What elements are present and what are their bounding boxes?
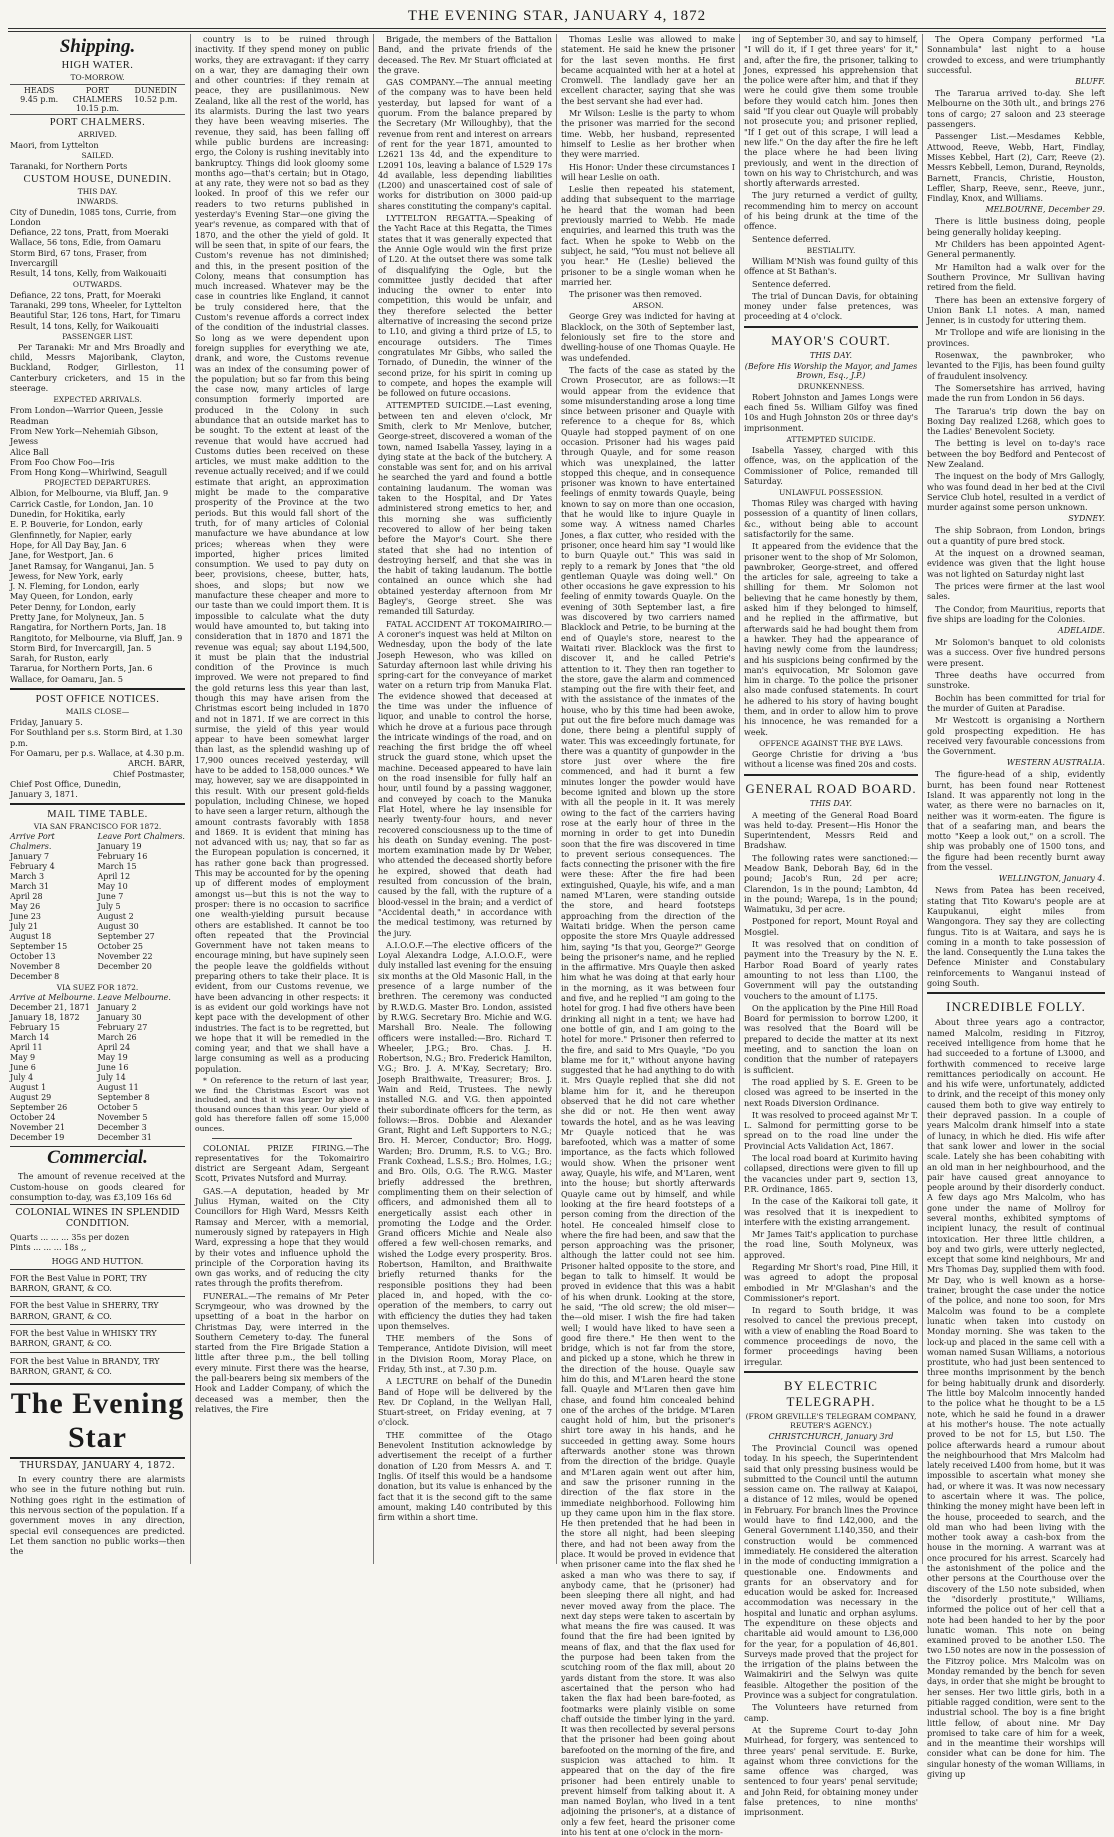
melbourne-dateline: MELBOURNE, December 29. xyxy=(985,205,1105,215)
sailed-text: Taranaki, for Northern Ports xyxy=(10,161,128,172)
mayors-before: (Before His Worship the Mayor, and James Brown, Esq., J.P.) xyxy=(744,361,918,380)
road-board-p2: The following rates were sanctioned:—Meadow Bank, Deborah Bay, 6d in the pound; Jacob's Run, 2d per acre; Clarendon, 1s in the pound; Lambton, 4d in the pound; Warepa, 1s in the pound; Waimatuku, 3d per acre. xyxy=(744,852,918,915)
bluff-dateline: BLUFF. xyxy=(1075,77,1105,87)
column-2 xyxy=(195,34,369,1564)
sailed-label: SAILED. xyxy=(81,151,114,161)
wa-p1: The figure-head of a ship, evidently burnt, has been found near Rottenest Island. It was apparently not long in the water, as there were no barnacles on it, neither was it worm-eaten. The figure is that of a seafaring man, and bears the motto "Keep a look out," on a scroll. The ship was probably one of 1500 tons, and the figure had been recently burnt away from the vessel. xyxy=(927,769,1105,873)
folly-heading: INCREDIBLE FOLLY. xyxy=(946,999,1086,1015)
outwards-text: Defiance, 22 tons, Pratt, for Moeraki Taranaki, 299 tons, Wheeler, for Lyttelton Beautiful Star, 126 tons, Hart, for Timaru Result, 14 tons, Kelly, for Waikouaiti xyxy=(10,289,182,331)
melb-p5: Mr Trollope and wife are lionising in the provinces. xyxy=(927,327,1105,348)
wel-p1: News from Patea has been received, stating that Tito Kowaru's people are at Kaupukanui, eight miles from Wangongora. They say they are collecting fungus. Tito is at Waitara, and says he is coming in a month to take possession of the land. Consequently the Luna takes the Defence Minister and Constabulary reinforcements to Wanganui instead of going South. xyxy=(927,885,1105,989)
melb-p10: The inquest on the body of Mrs Gallogly, who was found dead in her bed at the Civil Service Club hotel, resulted in a verdict of murder against some person unknown. xyxy=(927,471,1105,513)
hogg-hutton: HOGG AND HUTTON. xyxy=(51,1255,144,1266)
suicide-item: ATTEMPTED SUICIDE.—Last evening, between ten and eleven o'clock, Mr Smith, clerk to Mr Menlove, butcher, George-street, discovered a woman of the town, named Isabella Yassey, laying in a dying state at the back of the butchery. A constable was sent for, and on his arrival he searched the yard and found a bottle containing laudanum. The woman was taken to the Hospital, and Dr Yates administered strong emetics to her, and this morning she was sufficiently recovered to allow of her being taken before the Mayor's Court. She there stated that she had no intention of destroying herself, and that she was in the habit of taking laudanum. The bottle contained an ounce which she had obtained yesterday afternoon from Mr Bagley's, George street. She was remanded till Saturday. xyxy=(378,400,552,617)
expected-label: EXPECTED ARRIVALS. xyxy=(53,395,142,405)
port-chalmers-heading: PORT CHALMERS. xyxy=(49,117,146,128)
accident-item: FATAL ACCIDENT AT TOKOMAIRIRO.—A coroner's inquest was held at Milton on Wednesday, upon the body of the late Joseph Heweson, who was killed on Saturday afternoon last while driving his spring-cart for the conveyance of market water on a return trip from Manuka Flat. The evidence showed that deceased at the time was under the influence of liquor, and unable to control the horse, which he drove at a furious pace through the intricate windings of the road, and on reaching the first bridge the off wheel struck the guard stone, which upset the machine. Deceased appeared to have lain on the road insensible for fully half an hour, until found by a passing waggoner, and conveyed by coach to the Manuka Flat Hotel, where he lay insensible for nearly twenty-four hours, and never recovered consciousness up to the time of his death on Sunday evening. The post-mortem examination made by Dr Weber, who attended the deceased shortly before he expired, showed that death had resulted from concussion of the brain, caused by the fall, with the rupture of a blood-vessel in the brain; and a verdict of "Accidental death," in accordance with the medical testimony, was returned by the jury. xyxy=(378,618,552,938)
editorial-body: country is to be ruined through inactivity. If they spend money on public works, they are extravagant: if they carry on a war, they are damaging their own and other countries: if they remain at peace, they are pusillanimous. New Zealand, like all the rest of the world, has its alarmists. During the last two years they have been weaving miseries. The revenue, they said, has been falling off while public burdens are increasing: ergo, the Colony is rushing inevitably into bankruptcy. Things did look gloomy some months ago—that's certain; but in Otago, at any rate, they were not so bad as they looked. In proof of this we refer our readers to two returns published in yesterday's Evening Star—one giving the year's revenue, as compared with that of 1870, and the other the yield of gold. It will be seen that, in spite of our fears, the Custom's revenue has not diminished; and this, in the present position of the Colony, means that consumption has much increased. Whatever may be the case in countries like England, it cannot be truly considered here, that the Custom's revenue affords a correct index of the condition of the industrial classes. So long as we were dependent upon foreign supplies for everything we ate, drank, and wore, the Customs revenue was an index of the consuming power of the population; but so far from this being the case now, many articles of large consumption formerly imported are produced in the Colony in such abundance that an outside market has to be sought. To the extent at least of the revenue that would have accrued had Customs duties been received on these articles, we must make addition to the revenue actually received; and if we could estimate that aright, an approximation might be made to the comparative prosperity of the Province at the two periods. But this would fall short of the truth, for of many articles of Colonial manufacture we have abundance at low prices; whereas when they were imported, higher prices limited consumption. We used to pay duty on beer, provisions, cheese, butter, hats, shoes, and slops; but now we manufacture these cheaper and more to our taste than we could import them. It is impossible to calculate what the duty would have amounted to, but taking into consideration that in 1870 and 1871 the revenue was equal; say about L194,500, it must be plain that the industrial condition of the Province is much improved. We were not prepared to find the gold returns less this year than last, though this may have arisen from the Christmas escort being included in 1870 and not in 1871. If we are correct in this surmise, the yield of this year would appear to have been somewhat larger than last, as the splendid washing up of 17,900 ounces received yesterday, will have to be added to 158,000 ounces.* We may, however, say we are disappointed in this result. With our present gold-fields population, including Chinese, we hoped to have seen a larger return, although the amount contrasts favorably with 1858 and 1869. It is evident that mining has not advanced with us; nay, that so far as the European population is concerned, it has rather gone back than progressed. This may be accounted for by the opening up of different modes of employment amongst us—but this is not the way to prosper: there is no occasion to sacrifice one wealth-yielding pursuit because others are established. It cannot be too often repeated that the Provincial Government have not taken means to encourage mining, but have supinely seen the people leave the goldfields without preparing others to take their place. It is evident, from our Customs revenue, we have been advancing in other respects: it is as evident our gold workings have not kept pace with the development of other industries. The fact is to be regretted, but we hope that it will be remedied in the coming year, and that we shall have a large consuming as well as a producing population. xyxy=(195,34,369,1074)
adl-p3: Bochin has been committed for trial for the murder of Guiten at Paradise. xyxy=(927,692,1105,713)
postmaster-place: Chief Post Office, Dunedin, January 3, 1871. xyxy=(10,778,122,800)
editorial-footnote: * On reference to the return of last year, we find the Christmas Escort was not included, and that it was larger by above a thousand ounces than this year. Our yield of gold has therefore fallen off some 15,000 ounces. xyxy=(195,1075,369,1133)
aioof-item: A.I.O.O.F.—The elective officers of the Loyal Alexandra Lodge, A.I.O.O.F., were duly installed last evening for the ensuing six months at the Old Masonic Hall, in the presence of a large number of the brethren. The ceremony was conducted by R.W.D.G. Master Bro. London, assisted by R.W.G. Secretary Bro. Michie and W.G. Marshall Bro. Neale. The following officers were installed:—Bro. Richard T. Wheeler, J.P.G.; Bro. Chas. J. H. Robertson, N.G.; Bro. Frederick Hamilton, V.G.; Bro. J. A. M'Kay, Secretary; Bro. Joseph Braithwaite, Treasurer; Bros. J. Wain and Reid, Trustees. The newly installed N.G. and V.G. then appointed their subordinate officers for the term, as follows:—Bros. Dobbie and Alexander Grant, Right and Left Supporters to N.G.; Bro. H. Mercer, Conductor; Bro. Hogg, Warden; Bro. Drumm, R.S. to V.G.; Bro. Frank Coxhead, L.S.S.; Bro. Holmes, I.G.; and Bro. Oils, O.G. The R.W.G. Master briefly addressed the brethren, complimenting them on their selection of officers, and admonished them all to energetically assist each other in promoting the Lodge and the Order. Grand officers Michie and Neale also offered a few well-chosen remarks, and wished the Lodge every prosperity. Bros. Robertson, Hamilton, and Braithwaite briefly returned thanks for the responsible positions they had been placed in, and hoped, with the co-operation of the members, to carry out with efficiency the duties they had taken upon themselves. xyxy=(378,939,552,1331)
suez-head-left: Arrive at Melbourne. xyxy=(10,993,96,1003)
road-board-p5: On the application by the Pine Hill Road Board for permission to borrow L200, it was resolved that the Board will be prepared to decide the matter at its next meeting, and to sanction the loan on condition that the number of ratepayers is sufficient. xyxy=(744,1002,918,1075)
arson-para-2: The facts of the case as stated by the Crown Prosecutor, are as follows:—It would appear from the evidence that some misunderstanding arose a long time since between prisoner and Quayle with reference to a cheque for 8s, which Quayle had stopped payment of on one occasion. Prisoner had his wages paid through Quayle, and for some reason which was unexplained, the latter stopped this cheque, and in consequence prisoner was known to have entertained feelings of enmity towards Quayle, being known to say on more than one occasion, that he would like to injure Quayle in some way. A witness named Charles Jones, a flax cutter, who resided with the prisoner, once heard him say "I would like to burn Quayle out." This was said in reply to a remark by Jones that "the old gentleman Quayle was doing well." On other occasions he gave expression to his feeling of enmity towards Quayle. On the evening of 30th September last, a fire was discovered by two carriers named Blacklock and Petrie, to be burning at the end of Quayle's store, nearest to the Waitati river. Blacklock was the first to discover it, and he called Petrie's attention to it. They then ran together to the store, gave the alarm and commenced stamping out the fire with their feet, and with the assistance of the inmates of the house, who by this time had been awoke, put out the fire before much damage was done, there being a plentiful supply of water. This was exceedingly fortunate, for there was a quantity of gunpowder in the store just over where the fire commenced, and had it burnt a few minutes longer the powder would have become ignited and blown up the store with all the people in it. It was merely owing to the fact of the carriers having rose at the early hour of three in the morning in order to get into Dunedin soon that the fire was discovered in time to prevent serious consequences. The facts connecting the prisoner with the fire were these: After the fire had been extinguished, Quayle, his wife, and a man named M'Laren, were standing outside the store, and heard footsteps approaching from the direction of the Waitati bridge. When the person came opposite the store Mrs Quayle addressed him, saying "Is that you, George?" George being the prisoner's name, and he replied in the affirmative. Mrs Quayle then asked him what he was doing at that early hour in the morning, as it was between four and five, and he replied "I am going to the hotel for grog. I had five others have been drinking all night in a tent; we have had one bottle of gin, and I am going to the hotel for more." Prisoner then referred to the fire, and said to Mrs Quayle, "Do you blame me for it," without anyone having suggested that he had anything to do with it. Mrs Quayle replied that she did not blame him for it, and he thereupon observed that he did not care whether she did or not. He then went away towards the hotel, and as he was leaving Mr Quayle noticed that he was barefooted, which was a matter of some importance, as the facts which followed would show. When the prisoner went away, Quayle, his wife, and M'Laren, went into the house; but shortly afterwards Quayle came out by himself, and while looking at the fire heard footsteps of a person coming from the direction of the hotel. He concealed himself close to where the fire had been, and saw that the person approaching was the prisoner, although the latter could not see him. Prisoner halted opposite to the store, and began to talk to himself. It would be proved in evidence that this was a habit of his when drunk. Looking at the store, he said, "The old screw; the old miser—the—old miser. I wish the fire had taken well; I would have liked to have seen a good fire there." He then went to the bridge, which is not far from the store, and picked up a stone, which he threw in the direction of the house. Quayle saw him do this, and M'Laren heard the stone fall. Quayle and M'Laren then gave him chase, and found him concealed behind one of the arches of the bridge. M'Laren caught hold of him, but the prisoner's shirt tore away in his hands, and he succeeded in getting away. Some hours afterwards another stone was thrown from the direction of the bridge. Quayle and M'Laren again went out after him, and saw the prisoner running in the direction of the flax store in the immediate neighborhood. Following him up they came upon him in the flax store. He then pretended that he had been in the store all night, had been sleeping there, and had not been away from the place. It would be proved in evidence that when prisoner came into the flax shed he asked a man who was there to say, if anybody came, that he (prisoner) had been sleeping there all night, and had never moved away from the place. The next day steps were taken to ascertain by what means the fire was caused. It was found that the fire had been ignited by means of flax, and that the flax used for the purpose had been taken from the scutching room of the flax mill, about 20 yards distant from the store. It was also ascertained that the person who had taken the flax had been bare-footed, as footmarks were plainly visible on some chaff outside the timber lying in the yard. It was then recollected by several persons that the prisoner had been going about barefooted on the morning of the fire, and suspicion was attached to him. It appeared that on the day of the fire prisoner had been entirely unable to prevent himself from talking about it. A man named Boylan, who lived in a tent adjoining the prisoner's, at a distance of only a few feet, heard the prisoner come into his tent at one o'clock in the morn- xyxy=(561,364,735,1837)
projected-label: PROJECTED DEPARTURES. xyxy=(44,478,151,488)
column-4 xyxy=(561,34,735,1837)
syd-p4: The Condor, from Mauritius, reports that five ships are loading for the Colonies. xyxy=(927,603,1105,624)
syd-p1: The ship Sobraon, from London, brings out a quantity of pure bred stock. xyxy=(927,525,1105,546)
court-para-3: His Honor: Under these circumstances I will hear Leslie on oath. xyxy=(561,161,735,182)
funeral-item: FUNERAL.—The remains of Mr Peter Scrymgeour, who was drowned by the upsetting of a boat in the harbor on Christmas Day, were interred in the Southern Cemetery to-day. The funeral started from the Fire Brigade Station a little after three p.m., the bell tolling every minute. First there was the hearse, the pall-bearers being six members of the Hook and Ladder Company, of which the deceased was a member, then the relatives, the Fire xyxy=(195,1290,369,1414)
sentence-deferred-2: Sentence deferred. xyxy=(752,278,831,289)
bye-laws-heading: OFFENCE AGAINST THE BYE LAWS. xyxy=(759,738,903,748)
adl-p1: Mr Solomon's banquet to old colonists was a success. Over five hundred persons were present. xyxy=(927,637,1105,668)
shipping-heading: Shipping. xyxy=(59,36,136,57)
expected-text: From London—Warrior Queen, Jessie Readman From New York—Nehemiah Gibson, Jewess Alice Ball From Foo Chow Foo—Iris From Hong Kong—Whirlwind, Seagull xyxy=(10,405,168,478)
folly-text: About three years ago a contractor, named Malcolm, residing in Fitzroy, received intelligence from home that he had succeeded to a fortune of L3000, and forthwith commenced to receive large remittances periodically on account. He and his wife were, unfortunately, addicted to drink, and the receipt of this money only caused them both to give way entirely to their depraved passion. In a couple of years Malcolm drank himself into a state of lunacy, in which he died. His wife after that sank lower and lower in the social scale. Lately she has been cohabiting with an old man in her neighbourhood, and the pair have caused great annoyance to people around by their disorderly conduct. A few days ago Mrs Malcolm, who has gone under the name of Mollroy for several months, exhibited symptoms of incipient lunacy, the result of continual intoxication. Her three little children, a boy and two girls, were utterly neglected, except that some kind neighbours, Mr and Mrs Thomas Day, supplied them with food. Mr Day, who is well known as a horse-trainer, brought the case under the notice of the police, and none too soon, for Mrs Malcolm was found to be a complete lunatic when taken into custody on Monday morning. She was taken to the lock-up and placed in the same cell with a woman named Susan Williams, a notorious prostitute, who had just been sentenced to three months imprisonment by the bench for being habitually drunk and disorderly. The little boy Malcolm innocently handed to the police what he thought to be a L5 note, which he said he found in a drawer at his mother's house. The note actually proved to be not for L5, but L50. The police afterwards heard a rumour about the neighbourhood that Mrs Malcolm had lately received L400 from home, but it was impossible to ascertain what money she had, or where it was. It was now necessary to ascertain where it was. The police, thinking the money might have been left in the house, proceeded to search, and the old man who had been living with the mother took away a cash-box from the house in the morning. A warrant was at once procured for his arrest. Scarcely had the astonishment of the police and the other persons at the Courthouse over the discovery of the L50 note subsided, when the "disorderly prostitute," Williams, informed the police out of her cell that a note had been handed to her by the poor lunatic woman. This note on being examined proved to be another L50. The two L50 notes are now in the possession of the Fitzroy police. Mrs Malcolm was on Monday remanded by the bench for seven days, in order that she might be brought to her senses. Her two little girls, both in a pitiable ragged condition, were sent to the industrial school. The boy is a fine bright little fellow, of about nine. Mr Day promised to take care of him for a week, and in the meantime their worships will consider what can be done for him. The singular honesty of the woman Williams, in giving up xyxy=(927,1017,1105,1780)
mails-text: Friday, January 5. For Southland per s.s. Storm Bird, at 1.30 p.m. For Oamaru, per p.s. Wallace, at 4.30 p.m. xyxy=(10,717,185,758)
adl-p2: Three deaths have occurred from sunstroke. xyxy=(927,670,1105,691)
benevolent-item: THE committee of the Otago Benevolent Institution acknowledge by advertisement the receipt of a further donation of L20 from Messrs A. and T. Inglis. Of itself this would be a handsome donation, but its value is enhanced by the fact that it is the second gift to the same amount, making L40 contributed by this firm within a short time. xyxy=(378,1429,552,1523)
projected-text: Albion, for Melbourne, via Bluff, Jan. 9 Carrick Castle, for London, Jan. 10 Dunedin, for Hokitika, early E. P. Bouverie, for London, early Glenfinnetly, for Napier, early Hope, for All Day Bay, Jan. 6 Jane, for Westport, Jan. 6 Janet Ramsay, for Wanganui, Jan. 5 Jewess, for New York, early J. N. Fleming, for London, early May Queen, for London, early Peter Denny, for London, early Pretty Jane, for Molyneux, Jan. 5 Rangatira, for Northern Ports, Jan. 18 Rangitoto, for Melbourne, via Bluff, Jan. 9 Storm Bird, for Invercargill, Jan. 5 Sarah, for Ruston, early Tararua, for Northern Ports, Jan. 6 Wallace, for Oamaru, Jan. 5 xyxy=(10,488,183,684)
outwards-label: OUTWARDS. xyxy=(72,279,123,289)
evening-star-nameplate: The Evening Star xyxy=(10,1383,185,1459)
divider xyxy=(212,1138,351,1139)
sydney-dateline: SYDNEY. xyxy=(1068,514,1105,524)
unlawful-heading: UNLAWFUL POSSESSION. xyxy=(778,488,884,498)
suez-right-dates: January 2 January 30 February 27 March 26 April 24 May 19 June 16 July 14 August 11 September 8 October 5 November 5 December 3 December 31 xyxy=(97,1003,152,1143)
column-divider xyxy=(556,34,557,1564)
arrived-label: ARRIVED. xyxy=(78,130,117,139)
bluff-p2: Passenger List.—Mesdames Kebble, Attwood, Reeve, Webb, Hart, Findlay, Misses Kebbel, Hart (2), Carr, Reeve (2). Messrs Kebbell, Lemon, Durand, Reynolds, Barnett, Francis, Christie, Houston, Leffler, Sharp, Reeve, senr., Reeve, junr., Findlay, Knox, and Williams. xyxy=(927,131,1105,204)
suicide-heading: ATTEMPTED SUICIDE. xyxy=(786,434,876,444)
postmaster-title: Chief Postmaster, xyxy=(113,768,185,779)
melb-p4: There has been an extensive forgery of Union Bank L1 notes. A man, named Jenner, is in custody for uttering them. xyxy=(927,294,1105,326)
divider xyxy=(744,326,918,328)
melb-p6: Rosenwax, the pawnbroker, who levanted to the Fijis, has been found guilty of fraudulent insolvency. xyxy=(927,350,1105,381)
drunkenness-heading: DRUNKENNESS. xyxy=(797,381,865,391)
suez-head-right: Leave Melbourne. xyxy=(97,993,171,1003)
regatta-item: LYTTELTON REGATTA.—Speaking of the Yacht Race at this Regatta, the Times states that it was generally expected that the Annie Ogle would win the first prize of L20. At the outset there was some talk of disqualifying the Ogle, but the committee justly decided that after inducing the owner to enter into competition, this would be unfair, and they therefore selected the better alternative of increasing the second prize to L10, and giving a third prize of L5, to encourage outsiders. The Times congratulates Mr Gibbs, who sailed the Tornado, of Dunedin, the winner of the second prize, for his spirit in coming up to compete, and hopes the example will be followed on future occasions. xyxy=(378,213,552,399)
column-1 xyxy=(10,34,185,1564)
road-board-p4: It was resolved that on condition of payment into the Treasury by the N. E. Harbor Road Board of yearly rates amounting to not less than L100, the Government will pay the outstanding vouchers to the amount of L175. xyxy=(744,939,918,1001)
divider xyxy=(744,1371,918,1373)
column-divider xyxy=(739,34,740,1564)
unlawful-text-2: It appeared from the evidence that the prisoner went to the shop of Mr Solomon, pawnbroker, George-street, and offered the articles for sale, agreeing to take a shilling for them. Mr Solomon not believing that he came honestly by them, asked him if they belonged to himself, and he replied in the affirmative, but afterwards said he had bought them from a hawker. They had the appearance of having newly come from the laundress; and his suspicions being confirmed by the man's equivocation, Mr Solomon gave him in charge. To the police the prisoner also made confused statements. In court he adhered to his story of having bought them, and in order to allow him to prove his innocence, he was remanded for a week. xyxy=(744,541,918,737)
road-board-p12: In regard to South bridge, it was resolved to cancel the previous precept, with a view of enabling the Road Board to commence proceedings de novo, the former proceedings having been irregular. xyxy=(744,1305,918,1367)
via-sf-label: VIA SAN FRANCISCO FOR 1872. xyxy=(33,822,162,832)
wines-advert xyxy=(10,1204,185,1268)
syd-p2: At the inquest on a drowned seaman, evidence was given that the light house was not lighted on Saturday night last xyxy=(927,548,1105,579)
arson-continued: ing of September 30, and say to himself, "I will do it, if I get three years' for it," and, after the fire, the prisoner, talking to Jones, expressed his apprehension that the police were after him, and that if they were he could give them some trouble before they would catch him. Jones then said "If you clear out Quayle will probably not prosecute you; and prisoner replied, "If I get out of this scrape, I will lead a new life." On the day after the fire he left the place where he had been living previously, and went in the direction of town on his way to Christchurch, and was shortly afterwards arrested. xyxy=(744,34,918,189)
syd-p3: The prices were firmer at the last wool sales. xyxy=(927,580,1105,602)
court-para-1: Thomas Leslie was allowed to make statement. He said he knew the prisoner for the last seven months. He first became acquainted with her at a hotel at Cromwell. The landlady gave her an excellent character, saying that she was the best servant she had ever had. xyxy=(561,34,735,106)
temperance-item: THE members of the Sons of Temperance, Antidote Division, will meet in the Division Room, Moray Place, on Friday, 5th inst., at 7.30 p.m. xyxy=(378,1333,552,1374)
sf-head-right: Leave Port Chalmers. xyxy=(97,832,185,842)
wines-prices: Quarts ... ... ... 35s per dozen Pints ... ... ... 18s ,, xyxy=(10,1231,130,1253)
road-board-this-day: THIS DAY. xyxy=(809,798,853,808)
adelaide-dateline: ADELAIDE. xyxy=(1057,626,1105,636)
passenger-list-label: PASSENGER LIST. xyxy=(62,331,133,341)
divider xyxy=(10,688,185,690)
drunkenness-text: Robert Johnston and James Longs were each fined 5s. William Gilfoy was fined 10s and Hugh Johnston 20s or three day's imprisonment. xyxy=(744,391,918,433)
western-australia-dateline: WESTERN AUSTRALIA. xyxy=(1006,758,1105,768)
road-board-p8: The local road board at Kurimito having collapsed, directions were given to fill up the vacancies under part 9, section 13, P.R. Ordinance, 1865. xyxy=(744,1153,918,1194)
arson-heading: ARSON. xyxy=(632,301,664,311)
tide-dunedin: DUNEDIN 10.52 p.m. xyxy=(134,86,178,104)
road-board-p7: It was resolved to proceed against Mr T. L. Salmond for permitting gorse to be spread on to the road line under the Provincial Acts Validation Act, 1867. xyxy=(744,1109,918,1151)
suicide-text: Isabella Yassey, charged with this offence, was, on the application of the Commissioner of Police, remanded till Saturday. xyxy=(744,444,918,486)
post-office-heading: POST OFFICE NOTICES. xyxy=(35,694,160,706)
tide-heads: HEADS 9.45 p.m. xyxy=(20,86,59,104)
opera-item: The Opera Company performed "La Sonnambula" last night to a house crowded to excess, and were triumphantly successful. xyxy=(927,34,1105,75)
suez-table xyxy=(10,993,185,1143)
gas-item: GAS.—A deputation, headed by Mr Julius Hyman, waited on the City Councillors for High Ward, Messrs Keith Ramsay and Mercer, with a memorial, numerously signed by ratepayers in High Ward, expressing a hope that they would by their votes and influence uphold the principle of the Corporation having its own gas works, and of reducing the city rates through the profits therefrom. xyxy=(195,1185,369,1289)
mayors-court-heading: MAYOR'S COURT. xyxy=(771,332,891,348)
editorial-lead: In every country there are alarmists who see in the future nothing but ruin. Nothing goes right in the estimation of this nervous section of the population. If a government moves in any direction, special evil consequences are predicted. Let them sanction no public works—then the xyxy=(10,1474,185,1557)
road-board-p11: Regarding Mr Short's road, Pine Hill, it was agreed to adopt the proposal embodied in Mr M'Glashan's and the Commissioner's report. xyxy=(744,1261,918,1303)
inwards-label: INWARDS. xyxy=(76,196,119,206)
tomorrow-label: TO-MORROW. xyxy=(70,73,125,82)
melb-p2: Mr Childers has been appointed Agent-General permanently. xyxy=(927,239,1105,260)
melb-p8: The Tararua's trip down the bay on Boxing Day realized L268, which goes to the Ladies' Benevolent Society. xyxy=(927,405,1105,437)
suez-left-dates: December 21, 1871 January 18, 1872 February 15 March 14 April 11 May 9 June 6 July 4 August 1 August 29 September 26 October 24 November 21 December 19 xyxy=(10,1003,90,1143)
sentence-deferred: Sentence deferred. xyxy=(752,233,831,244)
unlawful-text-1: Thomas Riley was charged with having possession of a quantity of linen collars, &c., without being able to account satisfactorily for the same. xyxy=(744,498,918,539)
column-5 xyxy=(744,34,918,1818)
editorial-dateline: THURSDAY, JANUARY 4, 1872. xyxy=(19,1461,176,1472)
tide-port-chalmers: PORT CHALMERS 10.15 p.m. xyxy=(72,86,123,113)
this-day-label: THIS DAY. xyxy=(77,186,118,196)
telegraph-agency: (FROM GREVILLE'S TELEGRAM COMPANY, REUTER'S AGENCY.) xyxy=(745,1411,917,1430)
christchurch-dateline: CHRISTCHURCH, January 3rd xyxy=(768,1431,894,1441)
court-para-5: The prisoner was then removed. xyxy=(569,289,702,300)
telegraph-p1: The Provincial Council was opened today. In his speech, the Superintendent said that only pressing business would be submitted to the Council until the autumn session came on. The railway at Kaiapoi, a distance of 12 miles, would be opened in February. For branch lines the Province would have to find L42,000, and the General Government L140,350, and their construction would be commenced immediately. He considered the alteration in the mode of conducting immigration a questionable one. Endowments and grants for an observatory and for education would be asked for. Increased accommodation was necessary in the hospital and lunatic and orphan asylums. The expenditure on these objects and charitable aid would amount to L36,000 for the year, for a population of 46,801. Surveys made proved that the project for the irrigation of the plains between the Waimakiriri and the Selwyn was quite feasible. Altogether the position of the Province was a subject for congratulation. xyxy=(744,1442,918,1701)
sf-left-dates: January 7 February 4 March 3 March 31 April 28 May 26 June 23 July 21 August 18 September 15 October 13 November 8 December 8 xyxy=(10,852,68,982)
lecture-item: A LECTURE on behalf of the Dunedin Band of Hope will be delivered by the Rev. Dr Copland, in the Wellyan Hall, Stuart-street, on Friday evening, at 7 o'clock. xyxy=(378,1376,552,1428)
tide-table xyxy=(10,84,185,115)
prize-firing-item: COLONIAL PRIZE FIRING.—The representatives for the Tokomairiro district are Sergeant Adam, Sergeant Scott, Privates Nutsford and Murray. xyxy=(195,1142,369,1184)
road-board-p6: The road applied by S. E. Green to be closed was agreed to be inserted in the next Roads Diversion Ordinance. xyxy=(744,1076,918,1108)
road-board-p3: Postponed for report, Mount Royal and Mosgiel. xyxy=(744,916,918,937)
masthead-rule xyxy=(8,28,1106,29)
arrived-text: Maori, from Lyttelton xyxy=(10,140,99,150)
telegraph-p2: The Volunteers have returned from camp. xyxy=(744,1702,918,1723)
court-para-2: Mr Wilson: Leslie is the party to whom the prisoner was married for the second time. Webb, her husband, represented himself to Leslie as her brother when they were married. xyxy=(561,108,735,160)
melb-p1: There is little business doing, people being generally holiday keeping. xyxy=(927,216,1105,237)
divider xyxy=(744,774,918,776)
column-6 xyxy=(927,34,1105,1780)
mails-close-label: MAILS CLOSE— xyxy=(65,707,130,717)
port-advert: FOR the Best Value in PORT, TRY BARRON, GRANT, & CO. xyxy=(10,1269,185,1297)
bestiality-heading: BESTIALITY. xyxy=(806,245,856,255)
wines-heading: COLONIAL WINES IN SPLENDID CONDITION. xyxy=(15,1207,180,1229)
telegraph-p3: At the Supreme Court to-day John Muirhead, for forgery, was sentenced to three years' penal servitude. E. Burke, against whom three convictions for the same offence was charged, was sentenced to four years' penal servitude; and John Reid, for obtaining money under false pretences, to nine months' imprisonment. xyxy=(744,1724,918,1818)
column-divider xyxy=(190,34,191,1564)
column-3 xyxy=(378,34,552,1564)
sherry-advert: FOR the best Value in SHERRY, TRY BARRON, GRANT, & CO. xyxy=(10,1296,185,1324)
funeral-continued: Brigade, the members of the Battalion Band, and the private friends of the deceased. The Rev. Mr Stuart officiated at the grave. xyxy=(378,34,552,75)
melb-p9: The betting is level on to-day's race between the boy Bedford and Pentecost of New Zealand. xyxy=(927,438,1105,469)
mayors-this-day: THIS DAY. xyxy=(809,350,853,360)
sf-head-left: Arrive Port Chalmers. xyxy=(10,832,55,852)
melb-p7: The Somersetshire has arrived, having made the run from London in 56 days. xyxy=(927,382,1105,404)
high-water-heading: HIGH WATER. xyxy=(61,60,134,71)
road-board-p1: A meeting of the General Road Board was held to-day. Present—His Honor the Superintendent, Messrs Reid and Bradshaw. xyxy=(744,809,918,851)
masthead-rule-2 xyxy=(8,31,1106,32)
commercial-heading: Commercial. xyxy=(10,1146,185,1169)
mail-table-heading: MAIL TIME TABLE. xyxy=(47,809,148,821)
bluff-p1: The Tararua arrived to-day. She left Melbourne on the 30th ult., and brings 276 tons of cargo; 27 saloon and 23 steerage passengers. xyxy=(927,88,1105,130)
arson-para-1: George Grey was indicted for having at Blacklock, on the 30th of September last, feloniously set fire to the store and dwelling-house of one Thomas Quayle. He was undefended. xyxy=(561,311,735,363)
passenger-text: Per Taranaki: Mr and Mrs Broadly and child, Messrs Majoribank, Clayton, Buckland, Rodger, Girlleston, 11 Canterbury cricketers, and 15 in the steerage. xyxy=(10,341,185,394)
page-masthead: THE EVENING STAR, JANUARY 4, 1872 xyxy=(407,8,707,24)
telegraph-heading: BY ELECTRIC TELEGRAPH. xyxy=(784,1377,878,1409)
commercial-text: The amount of revenue received at the Custom-house on goods cleared for consumption to-day, was £3,109 16s 6d xyxy=(10,1171,185,1203)
column-divider xyxy=(373,34,374,1564)
sf-right-dates: January 19 February 16 March 15 April 12 May 10 June 7 July 5 August 2 August 30 September 27 October 25 November 22 December 20 xyxy=(97,842,155,972)
column-divider xyxy=(922,34,923,1564)
custom-house-heading: CUSTOM HOUSE, DUNEDIN. xyxy=(23,173,172,185)
postmaster-name: ARCH. BARR, xyxy=(128,758,185,769)
via-suez-label: VIA SUEZ FOR 1872. xyxy=(56,983,139,993)
bye-laws-text: George Christie for driving a 'bus without a license was fined 20s and costs. xyxy=(744,748,918,770)
sf-table xyxy=(10,832,185,982)
divider xyxy=(927,992,1105,994)
davis-trial: The trial of Duncan Davis, for obtaining money under false pretences, was proceeding at 4 o'clock. xyxy=(744,290,918,322)
verdict: The jury returned a verdict of guilty, recommending him to mercy on account of his being drunk at the time of the offence. xyxy=(744,190,918,232)
adl-p4: Mr Westcott is organising a Northern gold prospecting expedition. He has received very favourable concessions from the Government. xyxy=(927,715,1105,757)
bestiality-text: William M'Nish was found guilty of this offence at St Bathan's. xyxy=(744,255,918,277)
court-para-4: Leslie then repeated his statement, adding that subsequent to the marriage he heard that the woman had been previously married to Webb. He made enquiries, and learned this truth was the fact. When he spoke to Webb on the subject, he said, "You must not believe all you hear." He (Leslie) believed the prisoner to be a single woman when he married her. xyxy=(561,184,735,287)
road-board-p10: Mr James Tait's application to purchase the road line, South Molyneux, was approved. xyxy=(744,1229,918,1260)
gas-company-item: GAS COMPANY.—The annual meeting of the company was to have been held yesterday, but lapsed for want of a quorum. From the balance prepared by the Secretary (Mr Willoughby), that the revenue from rent and interest on arrears of rent for the year 1871, amounted to L2621 13s 4d, and the expenditure to L2091 10s, leaving a balance of L529 17s 4d available, less depending liabilities (L200) and unascertained cost of sale of works for distribution on 3000 paid-up shares constituting the company's capital. xyxy=(378,77,552,211)
whisky-advert: FOR the best Value in WHISKY TRY BARRON, GRANT, & CO. xyxy=(10,1324,185,1352)
road-board-p9: In the case of the Kaikorai toll gate, it was resolved that it is inexpedient to interfere with the existing arrangement. xyxy=(744,1196,918,1227)
brandy-advert: FOR the best Value in BRANDY, TRY BARRON, GRANT, & CO. xyxy=(10,1352,185,1380)
divider xyxy=(10,803,185,805)
inwards-text: City of Dunedin, 1085 tons, Currie, from London Defiance, 22 tons, Pratt, from Moeraki Wallace, 56 tons, Edie, from Oamaru Storm Bird, 67 tons, Fraser, from Invercargill Result, 14 tons, Kelly, from Waikouaiti xyxy=(10,206,177,279)
road-board-heading: GENERAL ROAD BOARD. xyxy=(745,780,917,796)
melb-p3: Mr Hamilton had a walk over for the Southern Province, Mr Sullivan having retired from the field. xyxy=(927,261,1105,293)
wellington-dateline: WELLINGTON, January 4. xyxy=(998,874,1105,884)
